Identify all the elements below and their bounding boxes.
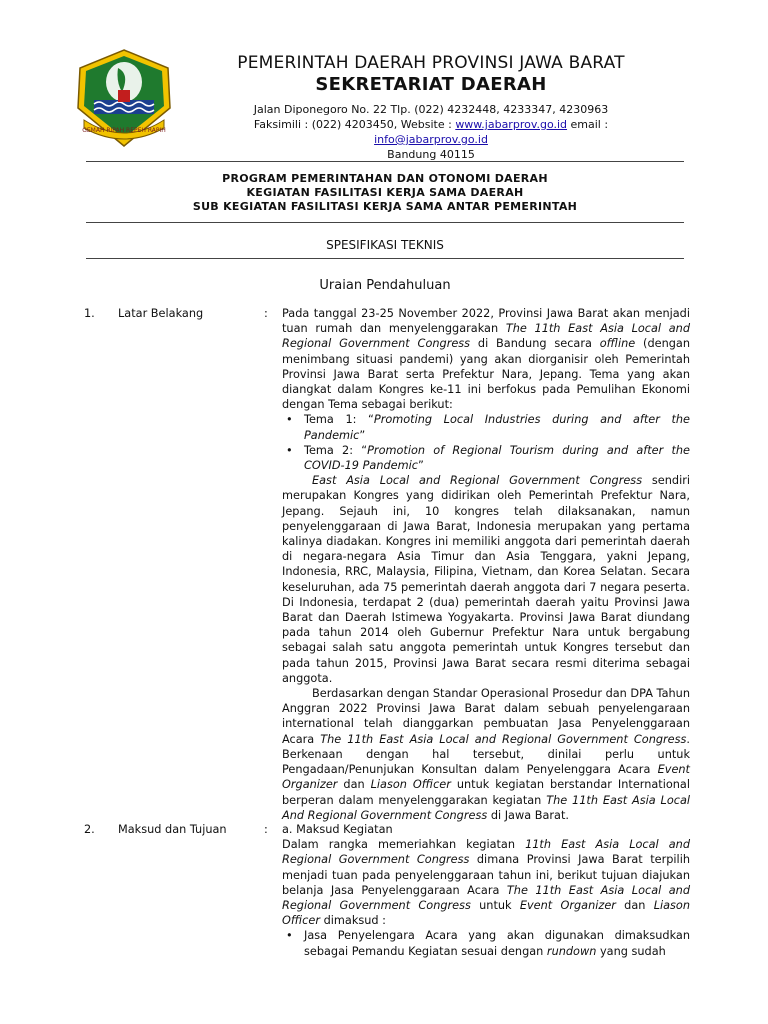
- item-label: Maksud dan Tujuan: [118, 823, 227, 836]
- website-link[interactable]: www.jabarprov.go.id: [455, 118, 568, 131]
- activity-line: KEGIATAN FASILITASI KERJA SAMA DAERAH: [246, 186, 524, 199]
- item-colon: :: [264, 307, 268, 320]
- department-name: SEKRETARIAT DAERAH: [315, 74, 547, 95]
- letterhead: [196, 52, 666, 162]
- paragraph: Pada tanggal 23-25 November 2022, Provinsi Jawa Barat akan menjadi tuan rumah dan menyelenggarakan The 11th East Asia Local and Regional Government Congress di Bandung secara offline (dengan menimbang situasi pandemi) yang akan diorganisir oleh Pemerintah Provinsi Jawa Barat serta Prefektur Nara, Jepang. Tema yang akan diangkat dalam Kongres ke-11 ini berfokus pada Pemulihan Ekonomi dengan Tema sebagai berikut:: [282, 307, 690, 412]
- subheading: a. Maksud Kegiatan: [282, 823, 393, 836]
- address-line: Jalan Diponegoro No. 22 Tlp. (022) 4232448, 4233347, 4230963: [253, 103, 609, 116]
- west-java-emblem-icon: [72, 48, 176, 148]
- purpose-list: [282, 928, 690, 958]
- item-label: Latar Belakang: [118, 307, 204, 320]
- emblem-motto: GEMAH RIPAH REPEH RAPIH: [82, 127, 166, 134]
- paragraph: East Asia Local and Regional Government Congress sendiri merupakan Kongres yang didirikan oleh Pemerintah Prefektur Nara, Jepang. Sejauh ini, 10 kongres telah dilaksanakan, namun penyelenggaraan di Jawa Barat, Indonesia merupakan yang pertama kalinya diadakan. Kongres ini memiliki anggota dari pemerintah daerah di negara-negara Asia Timur dan Asia Tenggara, yakni Jepang, Indonesia, RRC, Malaysia, Filipina, Vietnam, dan Korea Selatan. Secara keseluruhan, ada 75 pemerintah daerah anggota dari 7 negara peserta. Di Indonesia, terdapat 2 (dua) pemerintah daerah yaitu Provinsi Jawa Barat dan Daerah Istimewa Yogyakarta. Provinsi Jawa Barat diundang pada tahun 2014 oleh Gubernur Prefektur Nara untuk bergabung sebagai salah satu anggota pemerintah untuk Kongres tersebut dan pada tahun 2015, Provinsi Jawa Barat secara resmi diterima sebagai anggota.: [282, 474, 691, 685]
- list-item: • Jasa Penyelengara Acara yang akan digunakan dimaksudkan sebagai Pemandu Kegiatan sesuai dengan rundown yang sudah: [286, 929, 690, 958]
- sub-activity-line: SUB KEGIATAN FASILITASI KERJA SAMA ANTAR PEMERINTAH: [192, 200, 578, 213]
- program-titles: [86, 172, 684, 214]
- list-item: • Tema 1: “Promoting Local Industries during and after the Pandemic”: [286, 413, 691, 442]
- item-body: [282, 822, 690, 959]
- list-item: • Tema 2: “Promotion of Regional Tourism during and after the COVID-19 Pandemic”: [286, 443, 690, 473]
- item-body: [282, 306, 690, 823]
- paragraph: Berdasarkan dengan Standar Operasional Prosedur dan DPA Tahun Anggran 2022 Provinsi Jawa Barat dalam sebuah penyelengaraan international telah dianggarkan pembuatan Jasa Penyelenggaraan Acara The 11th East Asia Local and Regional Government Congress. Berkenaan dengan hal tersebut, dinilai perlu untuk Pengadaan/Penunjukan Konsultan dalam Penyelenggara Acara Event Organizer dan Liason Officer untuk kegiatan berstandar International berperan dalam menyelenggarakan kegiatan The 11th East Asia Local And Regional Government Congress di Jawa Barat.: [282, 687, 690, 822]
- program-line: PROGRAM PEMERINTAHAN DAN OTONOMI DAERAH: [222, 172, 548, 185]
- item-number: 2.: [84, 823, 95, 836]
- program-divider: [86, 222, 684, 223]
- government-name: PEMERINTAH DAERAH PROVINSI JAWA BARAT: [237, 53, 625, 73]
- letterhead-divider: [86, 161, 684, 162]
- contact-block: [196, 102, 666, 162]
- fax-text: Faksimili : (022) 4203450, Website :: [253, 118, 456, 131]
- paragraph: Dalam rangka memeriahkan kegiatan 11th East Asia Local and Regional Government Congress dimana Provinsi Jawa Barat terpilih menjadi tuan pada penyelenggaraan tahun ini, berikut tujuan diajukan belanja Jasa Penyelenggaraan Acara The 11th East Asia Local and Regional Government Congress untuk Event Organizer dan Liason Officer dimaksud :: [282, 838, 690, 928]
- email-link[interactable]: info@jabarprov.go.id: [374, 133, 488, 146]
- postal-city: Bandung 40115: [387, 148, 475, 161]
- spec-divider: [86, 258, 684, 259]
- item-colon: :: [264, 823, 268, 836]
- spec-title: SPESIFIKASI TEKNIS: [326, 238, 444, 252]
- email-label: email :: [567, 118, 609, 131]
- theme-list: [282, 412, 690, 473]
- item-number: 1.: [84, 307, 95, 320]
- section-heading: Uraian Pendahuluan: [319, 278, 451, 293]
- fax-website-line: [196, 117, 666, 132]
